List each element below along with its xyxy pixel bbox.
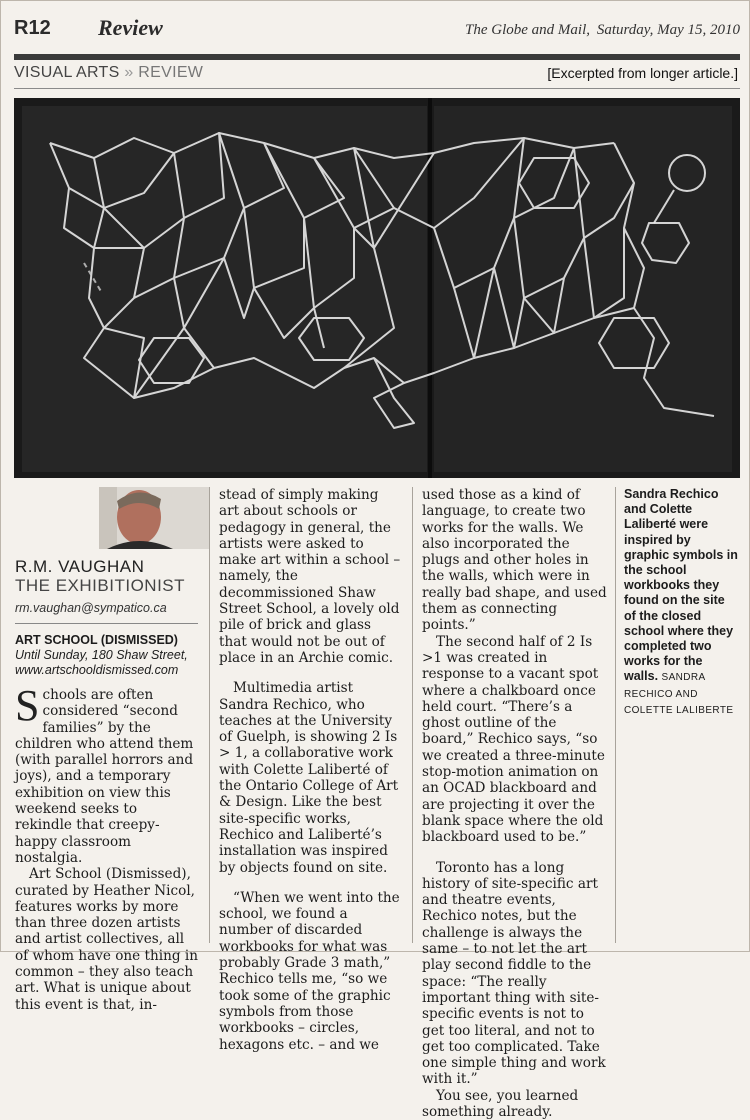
event-listing [15, 633, 198, 678]
article-paragraph: stead of simply making art about schools or pedagogy in general, the artists were asked to make art within a school – namely, the decommissioned Shaw Street School, a lovely old pile of brick and glass that would not be out of place in an Archie comic. [219, 487, 401, 666]
article-paragraph: Toronto has a long history of site-specific art and theatre events, Rechico notes, but the challenge is always the same – to not let the art play second fiddle to the space: “The really important thing with site-specific events is not to get too literal, and not to get too complicated. Take one simple thing and work with it.” [422, 859, 606, 1088]
byline [15, 557, 198, 624]
article-paragraph: Multimedia artist Sandra Rechico, who teaches at the University of Guelph, is showing 2 Is > 1, a collaborative work with Colette Laliberté of the Ontario College of Art & Design. Like the best site-specific works, Rechico and Laliberté’s installation was inspired by objects found on site. [219, 680, 399, 876]
newspaper-name: The Globe and Mail, [465, 22, 590, 38]
column-divider [412, 487, 413, 943]
kicker-separator: » [124, 64, 134, 81]
section-title: Review [98, 15, 163, 40]
event-dates-venue: Until Sunday, 180 Shaw Street, [15, 648, 188, 662]
article-paragraph: The second half of 2 Is >1 was created in response to a vacant spot where a chalkboard once held court. “There’s a ghost outline of the board,” Rechico says, “so we created a three-minute stop-motion animation on an OCAD blackboard and are projecting it over the blank space where the old blackboard used to be.” [422, 633, 605, 846]
article-column-2 [219, 487, 401, 1053]
article-paragraph [15, 681, 198, 866]
issue-date: Saturday, May 15, 2010 [596, 22, 740, 38]
photo-credit: SANDRA RECHICO AND COLETTE LALIBERTE [624, 672, 734, 716]
caption-text: Sandra Rechico and Colette Laliberté were inspired by graphic symbols in the school workbooks they found on the site of the closed school where they completed two works for the walls. [624, 487, 738, 684]
article-paragraph: Art School (Dismissed), curated by Heather Nicol, features works by more than three dozen artists and artist collectives, all of whom have one thing in common – they also teach art. What is unique about this event is that, in- [15, 866, 198, 1013]
chalkboard-artwork-photo [14, 98, 740, 478]
excerpt-note: [Excerpted from longer article.] [547, 65, 738, 81]
masthead [14, 13, 740, 47]
drop-cap: S [15, 681, 40, 730]
column-title: THE EXHIBITIONIST [15, 576, 186, 595]
author-email: rm.vaughan@sympatico.ca [15, 601, 167, 615]
page-number: R12 [14, 17, 51, 39]
article-paragraph: “When we went into the school, we found a number of discarded workbooks for what was probably Grade 3 math,” Rechico tells me, “so we took some of the graphic symbols from those workbooks – circles, hexagons etc. – and we [219, 889, 400, 1053]
article-paragraph: used those as a kind of language, to create two works for the walls. We also incorporated the plugs and other holes in the walls, which were in really bad shape, and used them as connecting points.” [422, 487, 607, 634]
kicker-section: VISUAL ARTS [14, 64, 120, 81]
author-portrait [99, 487, 209, 549]
section-kicker [14, 64, 203, 82]
byline-rule [15, 623, 198, 624]
column-divider [615, 487, 616, 943]
event-name: ART SCHOOL (DISMISSED) [15, 633, 178, 647]
masthead-rule [14, 54, 740, 60]
author-name: R.M. VAUGHAN [15, 557, 145, 576]
article-lead-text: chools are often considered “second families” by the children who attend them (with parallel horrors and joys), and a temporary exhibition on view this weekend seeks to rekindle that creepy-happy classroom nostalgia. [15, 687, 194, 866]
photo-caption [624, 487, 738, 718]
kicker-rule [14, 88, 740, 89]
author-photo [99, 487, 209, 549]
kicker-subsection: REVIEW [138, 64, 204, 81]
column-divider [209, 487, 210, 943]
article-paragraph: You see, you learned something already. [422, 1087, 579, 1120]
article-column-3 [422, 487, 608, 1120]
event-website: www.artschooldismissed.com [15, 663, 179, 677]
chalk-drawing-image [14, 98, 740, 478]
article-body-start [15, 681, 198, 1013]
